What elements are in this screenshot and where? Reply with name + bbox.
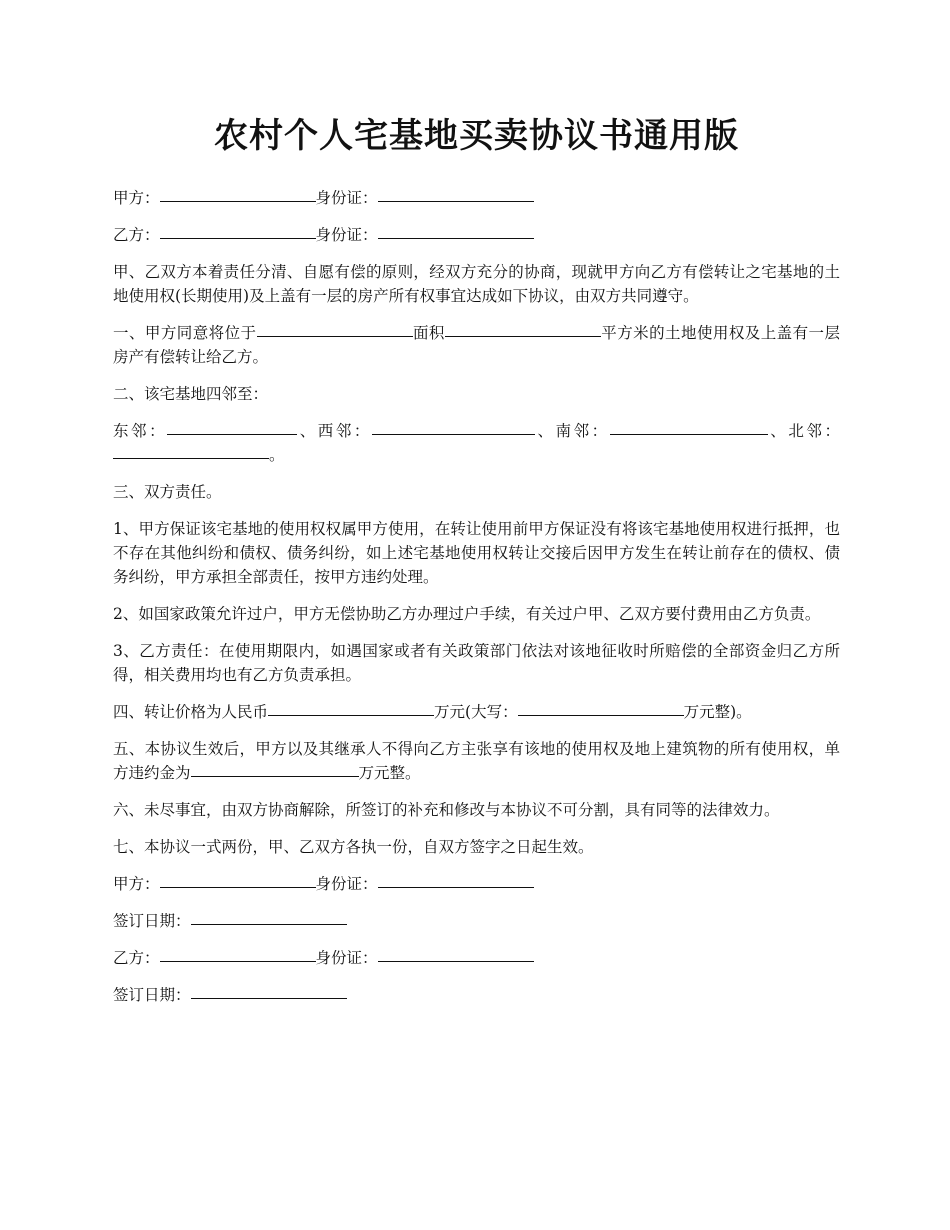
item-4-price-line (113, 700, 840, 724)
item-3-heading: 三、双方责任。 (113, 483, 222, 501)
north-neighbor-label: 、北邻： (767, 422, 840, 440)
party-a-sign-date-blank (191, 923, 347, 925)
clause-2-paragraph: 2、如国家政策允许过户，甲方无偿协助乙方办理过户手续，有关过户甲、乙双方要付费用由乙方负责。 (113, 605, 821, 623)
signature-party-a-id-label: 身份证： (315, 875, 378, 893)
signature-party-b-label: 乙方： (113, 949, 160, 967)
party-a-header-line (113, 186, 840, 210)
party-a-signature-line (113, 872, 840, 896)
item-1-paragraph (113, 321, 840, 369)
party-a-sign-date-line (113, 909, 840, 933)
property-location-blank (257, 335, 413, 337)
signature-party-b-name-blank (160, 960, 316, 962)
signature-party-a-id-blank (378, 886, 534, 888)
item-5-text-end: 万元整。 (358, 764, 421, 782)
item-4-text-end: 万元整)。 (683, 703, 752, 721)
east-neighbor-blank (167, 433, 297, 435)
signature-party-a-name-blank (160, 886, 316, 888)
party-b-label: 乙方： (113, 226, 160, 244)
item-5-paragraph (113, 737, 840, 785)
neighbors-paragraph (113, 419, 840, 467)
west-neighbor-label: 、西邻： (297, 422, 372, 440)
item-1-text-start: 一、甲方同意将位于 (113, 324, 257, 342)
item-7-paragraph: 七、本协议一式两份，甲、乙双方各执一份，自双方签字之日起生效。 (113, 838, 594, 856)
signature-party-b-id-label: 身份证： (315, 949, 378, 967)
party-b-id-blank (378, 237, 534, 239)
signature-party-b-id-blank (378, 960, 534, 962)
party-a-id-label: 身份证： (315, 189, 378, 207)
item-1-area-label: 面积 (412, 324, 445, 342)
item-4-uppercase-label: 万元(大写： (434, 703, 518, 721)
party-b-name-blank (160, 237, 316, 239)
intro-paragraph: 甲、乙双方本着责任分清、自愿有偿的原则，经双方充分的协商，现就甲方向乙方有偿转让之宅基地的土地使用权(长期使用)及上盖有一层的房产所有权事宜达成如下协议，由双方共同遵守。 (113, 263, 840, 305)
party-a-label: 甲方： (113, 189, 160, 207)
price-numeric-blank (268, 714, 434, 716)
party-b-id-label: 身份证： (315, 226, 378, 244)
item-5-text-start: 五、本协议生效后，甲方以及其继承人不得向乙方主张享有该地的使用权及地上建筑物的所有使用权，单方违约金为 (113, 740, 840, 782)
south-neighbor-label: 、南邻： (534, 422, 610, 440)
party-a-sign-date-label: 签订日期： (113, 912, 191, 930)
north-neighbor-blank (113, 457, 269, 459)
east-neighbor-label: 东邻： (113, 422, 168, 440)
penalty-amount-blank (191, 775, 359, 777)
party-b-sign-date-label: 签订日期： (113, 986, 191, 1004)
signature-party-a-label: 甲方： (113, 875, 160, 893)
price-uppercase-blank (518, 714, 684, 716)
party-a-name-blank (160, 200, 316, 202)
south-neighbor-blank (610, 433, 768, 435)
item-2-heading: 二、该宅基地四邻至： (113, 385, 269, 403)
agreement-content (113, 110, 840, 1020)
neighbors-period: 。 (269, 446, 285, 464)
document-title: 农村个人宅基地买卖协议书通用版 (214, 116, 739, 156)
item-1-text-end: 平方米的土地使用权及上盖有一层房产有偿转让给乙方。 (113, 324, 840, 366)
party-b-signature-line (113, 946, 840, 970)
party-b-sign-date-blank (191, 997, 347, 999)
party-b-sign-date-line (113, 983, 840, 1007)
item-4-text-start: 四、转让价格为人民币 (113, 703, 269, 721)
party-a-id-blank (378, 200, 534, 202)
party-b-header-line (113, 223, 840, 247)
item-6-paragraph: 六、未尽事宜，由双方协商解除，所签订的补充和修改与本协议不可分割，具有同等的法律效力。 (113, 801, 780, 819)
property-area-blank (445, 335, 601, 337)
clause-1-paragraph: 1、甲方保证该宅基地的使用权权属甲方使用，在转让使用前甲方保证没有将该宅基地使用权进行抵押，也不存在其他纠纷和债权、债务纠纷，如上述宅基地使用权转让交接后因甲方发生在转让前存在的债权、债务纠纷，甲方承担全部责任，按甲方违约处理。 (113, 520, 840, 586)
west-neighbor-blank (372, 433, 535, 435)
clause-3-paragraph: 3、乙方责任：在使用期限内，如遇国家或者有关政策部门依法对该地征收时所赔偿的全部资金归乙方所得，相关费用均也有乙方负责承担。 (113, 642, 840, 684)
